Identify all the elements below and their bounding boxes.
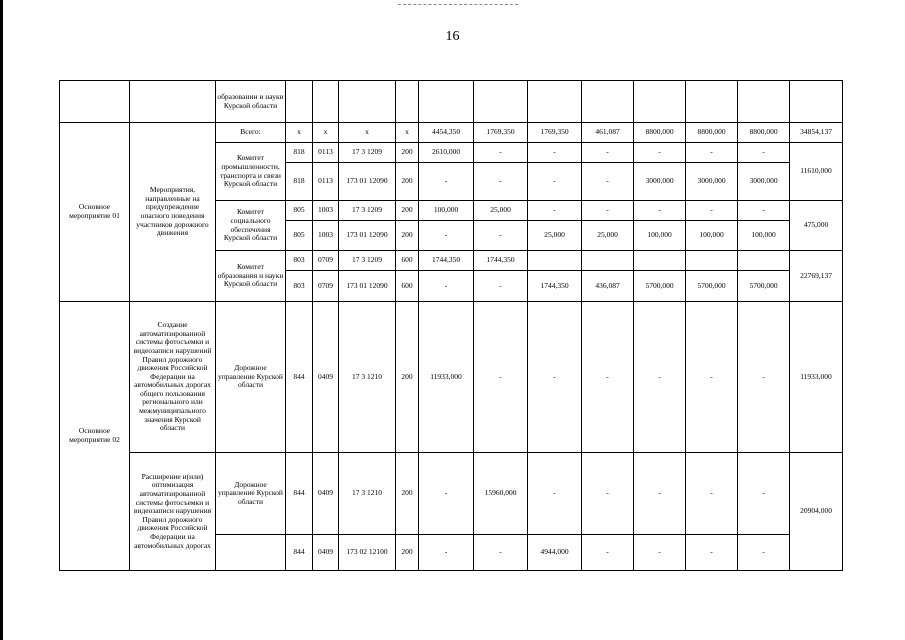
cell-csr: x (339, 123, 396, 143)
cell-value: - (474, 143, 528, 163)
cell-value: - (474, 535, 528, 571)
cell-value: - (474, 302, 528, 453)
cell-value: 8800,000 (686, 123, 738, 143)
cell-vr: 600 (396, 271, 419, 302)
cell-csr: 17 3 1209 (339, 201, 396, 221)
cell-sum: 34854,137 (790, 123, 843, 143)
cell-value: - (738, 201, 790, 221)
cell-grbs: 803 (286, 251, 313, 271)
cell-rzpr: 1003 (313, 201, 339, 221)
cell-value: - (686, 535, 738, 571)
cell-value: - (738, 535, 790, 571)
cell-value: - (634, 302, 686, 453)
cell-vr: 200 (396, 143, 419, 163)
cell-rzpr: 0409 (313, 535, 339, 571)
cell-value: 3000,000 (634, 163, 686, 201)
table-row (60, 453, 843, 535)
cell-value: - (582, 535, 634, 571)
cell-status (60, 81, 130, 123)
cell-value: - (528, 302, 582, 453)
cell-grbs: 844 (286, 535, 313, 571)
cell-value: 3000,000 (738, 163, 790, 201)
cell-csr: 173 01 12090 (339, 221, 396, 251)
cell-value: 2610,000 (419, 143, 474, 163)
cell-measure-name: Основное мероприятие 02 (60, 302, 130, 571)
cell-value: - (528, 201, 582, 221)
page-number: 16 (445, 29, 460, 44)
cell-value: - (738, 302, 790, 453)
cell-csr: 17 3 1209 (339, 251, 396, 271)
cell-vr: 200 (396, 302, 419, 453)
cell-value: - (686, 201, 738, 221)
cell-value: - (474, 163, 528, 201)
cell-sum: 475,000 (790, 201, 843, 251)
cell-executor: Комитет образования и науки Курской области (216, 251, 286, 302)
cell-rzpr: 0409 (313, 302, 339, 453)
program-table (59, 80, 843, 571)
cell-rzpr: 0709 (313, 251, 339, 271)
cell-grbs: 805 (286, 201, 313, 221)
cell-value: - (686, 143, 738, 163)
cell-rzpr: 0409 (313, 453, 339, 535)
scan-edge-bar (0, 0, 3, 640)
cell-sum: 22769,137 (790, 251, 843, 302)
cell-executor: Дорожное управление Курской области (216, 302, 286, 453)
cell-value: 5700,000 (634, 271, 686, 302)
cell-measure-description: Создание автоматизированной системы фотосъемки и видеозаписи нарушений Правил дорожного движения Российской Федерации на автомобильных дорогах общего пользования регионального или межмуниципального значения Курской области (130, 302, 216, 453)
cell-vr: 200 (396, 163, 419, 201)
cell-value: - (582, 201, 634, 221)
cell-value: 100,000 (634, 221, 686, 251)
cell-executor: Комитет промышленности, транспорта и связи Курской области (216, 143, 286, 201)
cell-vr: 200 (396, 201, 419, 221)
cell-vr: 200 (396, 221, 419, 251)
cell-value: - (528, 453, 582, 535)
cell-value: - (582, 163, 634, 201)
cell-grbs: 818 (286, 143, 313, 163)
cell-value: - (419, 221, 474, 251)
cell-value: - (686, 302, 738, 453)
cell-value: 5700,000 (686, 271, 738, 302)
cell-value: - (634, 201, 686, 221)
cell-value: 4454,350 (419, 123, 474, 143)
cell-sum: 11610,000 (790, 143, 843, 201)
cell-value: - (419, 163, 474, 201)
cell-value: 1744,350 (474, 251, 528, 271)
cell-value: - (419, 535, 474, 571)
cell-value: 1744,350 (419, 251, 474, 271)
cell-value: - (582, 143, 634, 163)
cell-grbs: 844 (286, 302, 313, 453)
cell-value: - (419, 453, 474, 535)
cell-value: 436,087 (582, 271, 634, 302)
cell-value: 1769,350 (474, 123, 528, 143)
cell-value: 25,000 (582, 221, 634, 251)
cell-value: - (474, 271, 528, 302)
table-row-continuation (60, 81, 843, 123)
cell-value: 1744,350 (528, 271, 582, 302)
cell-grbs: x (286, 123, 313, 143)
cell-value: - (582, 453, 634, 535)
cell-value (528, 251, 582, 271)
cell-value: - (474, 221, 528, 251)
cell-value: 3000,000 (686, 163, 738, 201)
cell-sum: 20904,000 (790, 453, 843, 571)
cell-grbs: 818 (286, 163, 313, 201)
cell-rzpr: 0113 (313, 143, 339, 163)
cell-value (634, 251, 686, 271)
cell-value: - (634, 453, 686, 535)
cell-vr: 200 (396, 535, 419, 571)
cell-value: - (528, 143, 582, 163)
cell-value: 25,000 (474, 201, 528, 221)
cell-vr: 200 (396, 453, 419, 535)
cell-description (130, 81, 216, 123)
cell-measure-description: Расширение и(или) оптимизация автоматизированной системы фотосъемки и видеозаписи нарушения Правил дорожного движения Российской Федерации на автомобильных дорогах (130, 453, 216, 571)
cell-value: 8800,000 (634, 123, 686, 143)
cell-value (686, 251, 738, 271)
cell-grbs: 844 (286, 453, 313, 535)
cell-value: 15960,000 (474, 453, 528, 535)
cell-csr: 173 01 12090 (339, 163, 396, 201)
cell-value: - (634, 535, 686, 571)
scan-artifact (398, 4, 518, 5)
cell-csr: 17 3 1210 (339, 453, 396, 535)
cell-rzpr: x (313, 123, 339, 143)
cell-value: - (738, 143, 790, 163)
cell-value (738, 251, 790, 271)
cell-value: 1769,350 (528, 123, 582, 143)
cell-value: - (419, 271, 474, 302)
cell-value: 5700,000 (738, 271, 790, 302)
cell-value: 100,000 (419, 201, 474, 221)
cell-grbs: 805 (286, 221, 313, 251)
table-row (60, 302, 843, 453)
cell-vr: x (396, 123, 419, 143)
cell-executor: Комитет социального обеспечения Курской области (216, 201, 286, 251)
cell-value: - (738, 453, 790, 535)
cell-value: 11933,000 (419, 302, 474, 453)
cell-value: - (634, 143, 686, 163)
cell-measure-description: Мероприятия, направленные на предупреждение опасного поведения участников дорожного движения (130, 123, 216, 302)
cell-executor: Дорожное управление Курской области (216, 453, 286, 535)
cell-sum: 11933,000 (790, 302, 843, 453)
cell-rzpr: 1003 (313, 221, 339, 251)
cell-executor: образовании и науки Курской области (216, 81, 286, 123)
cell-measure-name: Основное мероприятие 01 (60, 123, 130, 302)
cell-value: 25,000 (528, 221, 582, 251)
cell-value: - (582, 302, 634, 453)
cell-value: 461,087 (582, 123, 634, 143)
cell-csr: 173 02 12100 (339, 535, 396, 571)
cell-value (582, 251, 634, 271)
cell-csr: 17 3 1209 (339, 143, 396, 163)
cell-value: 4944,000 (528, 535, 582, 571)
cell-rzpr: 0709 (313, 271, 339, 302)
cell-value: - (686, 453, 738, 535)
cell-rzpr: 0113 (313, 163, 339, 201)
cell-csr: 173 01 12090 (339, 271, 396, 302)
cell-value: 8800,000 (738, 123, 790, 143)
table-row-total (60, 123, 843, 143)
cell-value: 100,000 (686, 221, 738, 251)
cell-value: - (528, 163, 582, 201)
cell-vr: 600 (396, 251, 419, 271)
cell-executor-empty (216, 535, 286, 571)
cell-value: 100,000 (738, 221, 790, 251)
cell-csr: 17 3 1210 (339, 302, 396, 453)
cell-grbs: 803 (286, 271, 313, 302)
cell-total-label: Всего: (216, 123, 286, 143)
